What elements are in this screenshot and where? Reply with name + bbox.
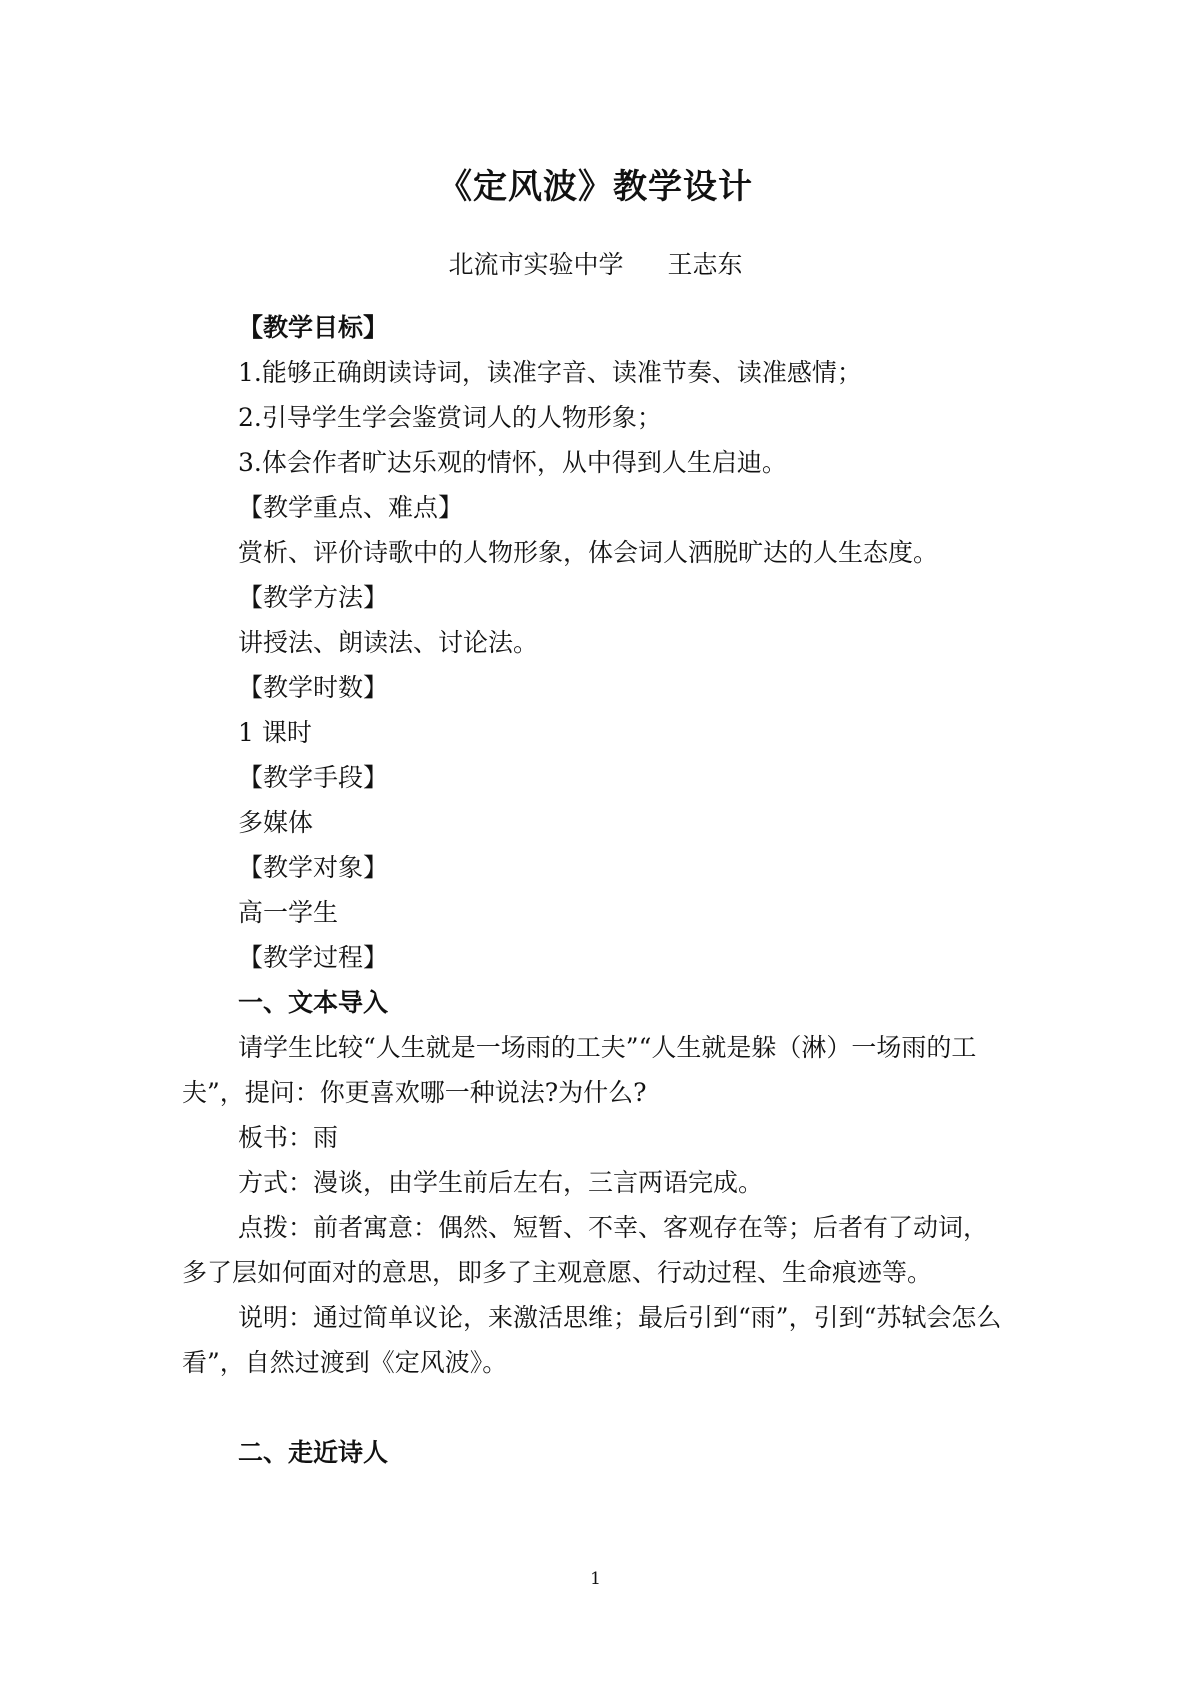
audience-heading: 【教学对象】 [238, 853, 389, 882]
document-body [182, 305, 1012, 1475]
methods-text: 讲授法、朗读法、讨论法。 [238, 628, 539, 657]
audience-text: 高一学生 [238, 898, 339, 927]
author-name: 王志东 [667, 250, 743, 279]
methods-heading: 【教学方法】 [238, 583, 389, 612]
part2-heading: 二、走近诗人 [238, 1438, 389, 1467]
objectives-heading: 【教学目标】 [238, 313, 389, 342]
part1-paragraph-guidance: 点拨：前者寓意：偶然、短暂、不幸、客观存在等；后者有了动词，多了层如何面对的意思，即多了主观意愿、行动过程、生命痕迹等。 [182, 1213, 989, 1287]
objective-item-1: 1.能够正确朗读诗词，读准字音、读准节奏、读准感情； [238, 358, 862, 387]
document-title: 《定风波》教学设计 [438, 167, 753, 207]
objective-item-2: 2.引导学生学会鉴赏词人的人物形象； [238, 403, 662, 432]
means-heading: 【教学手段】 [238, 763, 389, 792]
part1-paragraph-board: 板书：雨 [238, 1123, 339, 1152]
hours-text: 1 课时 [238, 718, 312, 747]
objective-item-3: 3.体会作者旷达乐观的情怀，从中得到人生启迪。 [238, 448, 787, 477]
means-text: 多媒体 [238, 808, 314, 837]
section-spacer [182, 1385, 1012, 1430]
page-number: 1 [590, 1569, 601, 1589]
hours-heading: 【教学时数】 [238, 673, 389, 702]
part1-paragraph-method: 方式：漫谈，由学生前后左右，三言两语完成。 [238, 1168, 764, 1197]
part1-paragraph-compare: 请学生比较“人生就是一场雨的工夫”“人生就是躲（淋）一场雨的工夫”，提问：你更喜欢哪一种说法?为什么? [182, 1033, 977, 1107]
key-points-heading: 【教学重点、难点】 [238, 493, 464, 522]
author-school: 北流市实验中学 [448, 250, 624, 279]
part1-paragraph-note: 说明：通过简单议论，来激活思维；最后引到“雨”，引到“苏轼会怎么看”，自然过渡到《定风波》。 [182, 1303, 1002, 1377]
author-line [0, 247, 1191, 283]
part1-heading: 一、文本导入 [238, 988, 389, 1017]
process-heading: 【教学过程】 [238, 943, 389, 972]
key-points-text: 赏析、评价诗歌中的人物形象，体会词人洒脱旷达的人生态度。 [238, 538, 939, 567]
